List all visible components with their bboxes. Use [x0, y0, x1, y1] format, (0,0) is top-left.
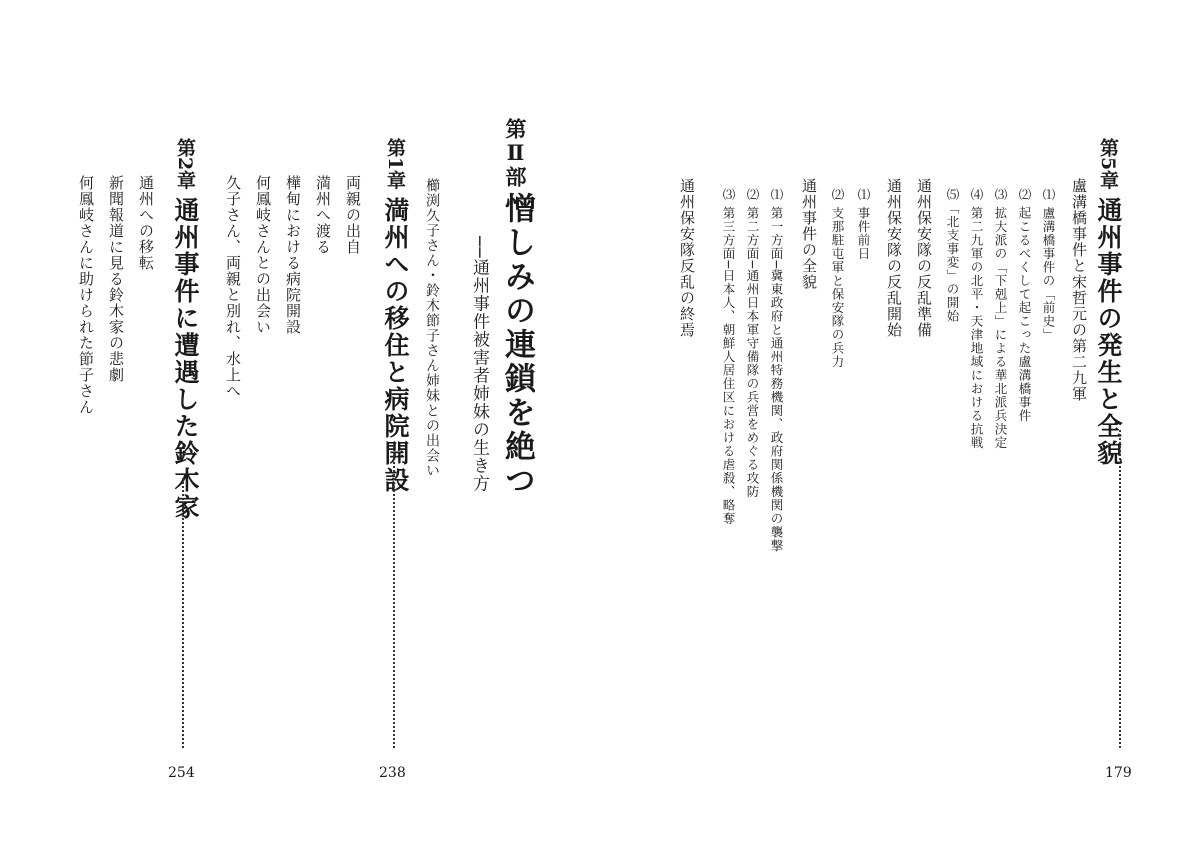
chapter-title: 通州事件に遭遇した鈴木家	[171, 197, 200, 522]
toc-entry: 満州へ渡る	[314, 175, 332, 255]
chapter-label: 第1章	[384, 138, 406, 190]
toc-entry: 新聞報道に見る鈴木家の悲劇	[107, 175, 125, 383]
leader-dots	[1119, 430, 1121, 748]
toc-entry: 通州事件の全貌	[800, 178, 818, 290]
chapter-2-heading	[173, 138, 198, 521]
part-label: 第Ⅱ部	[503, 118, 528, 188]
leader-dots	[393, 455, 395, 748]
toc-entry: 何鳳岐さんとの出会い	[254, 175, 272, 335]
toc-entry: 久子さん、両親と別れ、水上へ	[224, 175, 242, 399]
toc-entry: 通州保安隊の反乱準備	[915, 178, 933, 338]
toc-entry: 通州への移転	[137, 175, 155, 271]
toc-entry: ⑴ 盧溝橋事件の「前史」	[1041, 188, 1056, 342]
part-title: 憎しみの連鎖を絶つ	[499, 192, 535, 498]
toc-entry: ⑷ 第二九軍の北平・天津地域における抗戦	[969, 188, 984, 450]
toc-entry: ⑵ 支那駐屯軍と保安隊の兵力	[830, 188, 845, 369]
toc-entry: ⑴ 第一方面─冀東政府と通州特務機関、政府関係機関の襲撃	[769, 188, 784, 553]
chapter-title: 満州への移住と病院開設	[381, 197, 410, 495]
chapter-title: 通州事件の発生と全貌	[1094, 197, 1123, 468]
toc-entry: 何鳳岐さんに助けられた節子さん	[77, 175, 95, 415]
part-subtitle: ──通州事件被害者姉妹の生き方	[469, 236, 489, 493]
leader-dots	[182, 478, 184, 748]
toc-entry: 盧溝橋事件と宋哲元の第二九軍	[1070, 178, 1088, 402]
chapter-label: 第5章	[1097, 138, 1119, 190]
toc-entry: ⑶ 拡大派の「下剋上」による華北派兵決定	[993, 188, 1008, 450]
toc-entry: ⑶ 第三方面─日本人、朝鮮人居住区における虐殺、略奪	[721, 188, 736, 526]
toc-entry: ⑴ 事件前日	[856, 188, 871, 261]
page-number: 179	[1105, 765, 1132, 781]
toc-entry: 通州保安隊の反乱開始	[885, 178, 903, 338]
toc-entry: ⑸「北支事変」の開始	[945, 188, 960, 323]
toc-entry: 通州保安隊反乱の終焉	[678, 178, 696, 338]
toc-entry: ⑵ 起こるべくして起こった盧溝橋事件	[1017, 188, 1032, 423]
chapter-1-heading	[383, 138, 408, 494]
page-number: 254	[168, 765, 195, 781]
toc-entry: 両親の出自	[344, 175, 362, 255]
chapter-5-heading	[1096, 138, 1121, 467]
chapter-label: 第2章	[174, 138, 196, 190]
part-note: 櫛渕久子さん・鈴木節子さん姉妹との出会い	[424, 178, 440, 478]
toc-entry: ⑵ 第二方面─通州日本軍守備隊の兵営をめぐる攻防	[745, 188, 760, 499]
page-number: 238	[379, 765, 406, 781]
toc-entry: 樺甸における病院開設	[284, 175, 302, 335]
